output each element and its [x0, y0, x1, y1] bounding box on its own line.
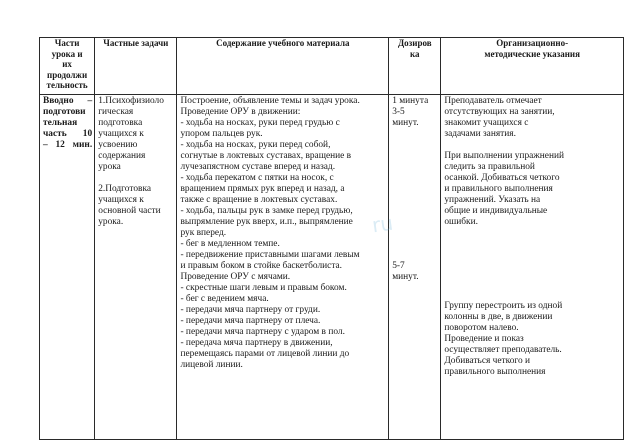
content-line: выпрямление рук вверх, и.п., выпрямление	[180, 217, 353, 227]
cell-content	[177, 95, 389, 440]
dose-text	[389, 95, 440, 283]
content-line: - передвижение приставными шагами левым	[180, 250, 360, 260]
task-line: учащихся к	[98, 129, 144, 139]
guidance-paragraph	[444, 301, 621, 378]
guidance-line: колонны в две, в движении	[444, 312, 553, 322]
content-text	[177, 95, 388, 371]
header-line: Дозиров	[397, 38, 432, 48]
content-line: Проведение ОРУ в движении:	[180, 107, 301, 117]
guidance-line: ошибки.	[444, 217, 478, 227]
task-line: основной части	[98, 206, 161, 216]
header-dose	[389, 38, 441, 95]
guidance-line: и правильного выполнения	[444, 184, 553, 194]
content-line: - передачи мяча партнеру с ударом в пол.	[180, 327, 345, 337]
header-line: урока и	[51, 48, 83, 59]
content-line: и правым боком в стойке баскетболиста.	[180, 261, 343, 271]
header-line: ка	[409, 48, 420, 59]
lesson-plan-table	[39, 37, 624, 440]
cell-tasks	[95, 95, 177, 440]
task-line: учащихся к	[98, 195, 144, 205]
task-list	[95, 95, 176, 228]
guidance-line: Группу перестроить из одной	[444, 301, 563, 311]
dose-line: 1 минута	[392, 96, 429, 106]
task-line: гическая	[98, 107, 134, 117]
guidance-line: Проведение и показ	[444, 334, 524, 344]
content-line: - скрестные шаги левым и правым боком.	[180, 283, 347, 293]
header-guidance	[441, 38, 624, 95]
content-line: - передачи мяча партнеру от груди.	[180, 305, 321, 315]
task-line: 2.Подготовка	[98, 184, 152, 194]
task-line: содержания	[98, 151, 146, 161]
header-tasks: Частные задачи	[95, 38, 177, 95]
guidance-line: осанкой. Добиваться четкого	[444, 173, 560, 183]
task-line: 1.Психофизиоло	[98, 96, 164, 106]
task-line: усвоению	[98, 140, 138, 150]
task-item	[98, 96, 174, 173]
header-line: Организационно-	[496, 38, 569, 48]
header-line: их	[62, 59, 72, 69]
header-part	[40, 38, 95, 95]
guidance-line: отсутствующих на занятии,	[444, 107, 555, 117]
dose-line: минут.	[392, 272, 419, 282]
watermark-logo: ru	[370, 210, 395, 238]
part-line: Вводно –	[43, 96, 93, 106]
content-line: Построение, объявление темы и задач урока.	[180, 96, 360, 106]
header-content: Содержание учебного материала	[177, 38, 389, 95]
content-line: - ходьба на носках, руки перед собой,	[180, 140, 331, 150]
guidance-line: упражнений. Указать на	[444, 195, 541, 205]
content-line: - ходьба перекатом с пятки на носок, с	[180, 173, 334, 183]
content-line: лицевой линии.	[180, 360, 243, 370]
guidance-paragraph	[444, 96, 621, 140]
task-line: подготовка	[98, 118, 143, 128]
guidance-line: осуществляет преподаватель.	[444, 345, 562, 355]
task-line: урока	[98, 162, 121, 172]
dose-line: минут.	[392, 118, 419, 128]
header-row	[40, 38, 624, 95]
part-line: часть 10	[43, 129, 93, 139]
table-row	[40, 95, 624, 440]
guidance-line: Добиваться четкого и	[444, 356, 531, 366]
content-line: - бег в медленном темпе.	[180, 239, 280, 249]
content-line: - ходьба, пальцы рук в замке перед грудью,	[180, 206, 353, 216]
guidance-line: При выполнении упражнений	[444, 151, 564, 161]
part-line: – 12 мин.	[43, 140, 93, 150]
content-line: лучезапястном суставе вперед и назад.	[180, 162, 336, 172]
content-line: рук вперед.	[180, 228, 227, 238]
guidance-line: следить за правильной	[444, 162, 535, 172]
header-line: Части	[54, 38, 80, 48]
guidance-line: правильного выполнения	[444, 367, 546, 377]
content-line: - передача мяча партнеру в движении,	[180, 338, 333, 348]
guidance-text	[441, 95, 623, 378]
content-line: - ходьба на носках, руки перед грудью с	[180, 118, 340, 128]
header-line: тельность	[46, 80, 88, 90]
guidance-line: знакомит учащихся с	[444, 118, 529, 128]
guidance-paragraph	[444, 151, 621, 228]
cell-part	[40, 95, 95, 440]
content-line: также с вращение в локтевых суставах.	[180, 195, 338, 205]
part-line: подготови	[43, 107, 86, 117]
cell-dose	[389, 95, 441, 440]
task-line: урока.	[98, 217, 124, 227]
content-line: Проведение ОРУ с мячами.	[180, 272, 291, 282]
dose-line: 5-7	[392, 261, 405, 271]
content-line: упором пальцев рук.	[180, 129, 263, 139]
content-line: перемещаясь парами от лицевой линии до	[180, 349, 350, 359]
dose-line: 3-5	[392, 107, 405, 117]
header-line: методические указания	[484, 48, 580, 59]
content-line: согнутые в локтевых суставах, вращение в	[180, 151, 352, 161]
lesson-part-duration	[40, 95, 94, 151]
task-item	[98, 184, 174, 228]
guidance-line: Преподаватель отмечает	[444, 96, 542, 106]
content-line: вращением прямых рук вперед и назад, а	[180, 184, 345, 194]
cell-guidance	[441, 95, 624, 440]
guidance-line: общие и индивидуальные	[444, 206, 548, 216]
guidance-line: задачами занятия.	[444, 129, 516, 139]
content-line: - бег с ведением мяча.	[180, 294, 269, 304]
content-line: - передачи мяча партнеру от плеча.	[180, 316, 321, 326]
guidance-line: поворотом налево.	[444, 323, 519, 333]
header-line: продолжи	[47, 69, 88, 80]
part-line: тельная	[43, 118, 78, 128]
